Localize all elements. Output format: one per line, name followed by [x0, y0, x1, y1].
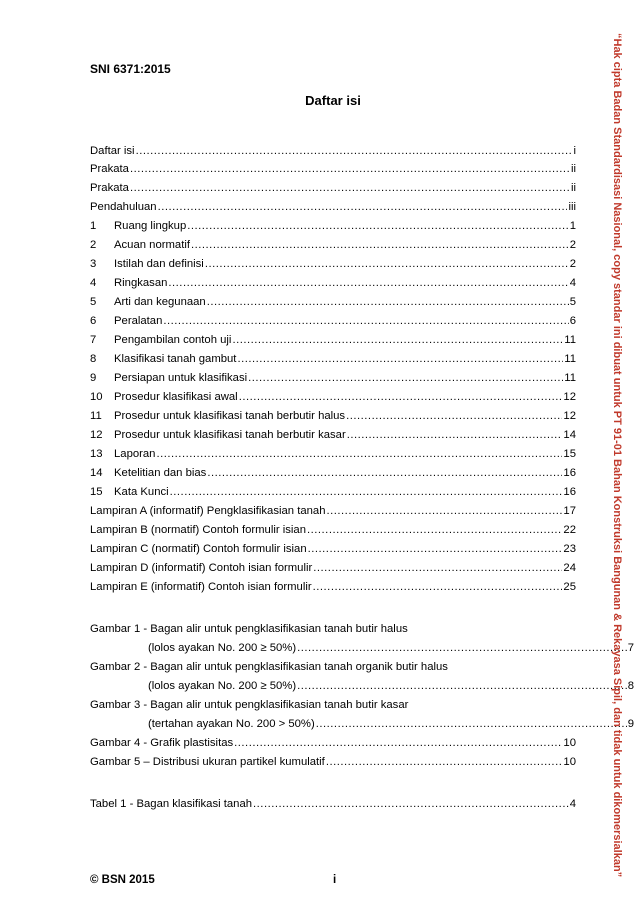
toc-label: Arti dan kegunaan — [114, 296, 206, 308]
toc-entry[interactable] — [90, 332, 576, 349]
toc-label: Lampiran D (informatif) Contoh isian formulir — [90, 562, 313, 574]
toc-entry[interactable] — [90, 522, 576, 539]
toc-leader — [326, 503, 562, 520]
toc-entry[interactable] — [90, 579, 576, 596]
toc-number: 7 — [90, 334, 97, 346]
figure-entry[interactable] — [90, 735, 576, 752]
toc-entry[interactable] — [90, 199, 576, 216]
toc-leader — [187, 218, 568, 235]
toc-label: Prosedur untuk klasifikasi tanah berbutir halus — [114, 410, 346, 422]
figure-entry[interactable] — [90, 754, 576, 771]
figure-label: (lolos ayakan No. 200 ≥ 50%) — [148, 680, 297, 692]
toc-entry[interactable] — [90, 541, 576, 558]
toc-page: 14 — [563, 429, 576, 441]
toc-number: 13 — [90, 448, 103, 460]
toc-page: ii — [570, 163, 576, 175]
toc-number: 10 — [90, 391, 103, 403]
toc-page: i — [573, 145, 576, 157]
toc-leader — [191, 237, 569, 254]
toc-leader — [170, 484, 563, 501]
toc-page: 24 — [563, 562, 576, 574]
toc-leader — [316, 716, 627, 733]
toc-leader — [347, 427, 563, 444]
figure-label: Gambar 1 - Bagan alir untuk pengklasifikasian tanah butir halus — [90, 623, 408, 635]
figure-label: (tertahan ayakan No. 200 > 50%) — [148, 718, 315, 730]
toc-page: ii — [570, 182, 576, 194]
toc-number: 15 — [90, 486, 103, 498]
toc-label: Lampiran C (normatif) Contoh formulir isian — [90, 543, 307, 555]
toc-leader — [158, 199, 568, 216]
toc-leader — [156, 446, 562, 463]
toc-number: 6 — [90, 315, 97, 327]
toc-entry[interactable] — [90, 161, 576, 178]
figure-entry[interactable] — [90, 716, 634, 733]
toc-number: 12 — [90, 429, 103, 441]
toc-entry[interactable] — [90, 408, 576, 425]
toc-label: Ketelitian dan bias — [114, 467, 207, 479]
toc-label: Prosedur klasifikasi awal — [114, 391, 238, 403]
toc-entry[interactable] — [90, 427, 576, 444]
footer-page-number: i — [333, 874, 337, 886]
toc-page: 11 — [564, 334, 576, 346]
toc-number: 5 — [90, 296, 97, 308]
figure-page: 10 — [563, 737, 576, 749]
toc-entry[interactable] — [90, 256, 576, 273]
toc-entry[interactable] — [90, 560, 576, 577]
figure-entry-title[interactable] — [90, 697, 576, 714]
figure-label: Gambar 2 - Bagan alir untuk pengklasifikasian tanah organik butir halus — [90, 661, 448, 673]
toc-label: Lampiran A (informatif) Pengklasifikasian tanah — [90, 505, 326, 517]
toc-label: Laporan — [114, 448, 156, 460]
toc-leader — [234, 735, 562, 752]
figure-label: Gambar 3 - Bagan alir untuk pengklasifikasian tanah butir kasar — [90, 699, 409, 711]
toc-entry[interactable] — [90, 484, 576, 501]
toc-page: 17 — [563, 505, 576, 517]
figure-page: 9 — [627, 718, 634, 730]
toc-label: Pengambilan contoh uji — [114, 334, 232, 346]
toc-page: 2 — [569, 239, 576, 251]
toc-page: 1 — [569, 220, 576, 232]
toc-label: Ruang lingkup — [114, 220, 187, 232]
toc-leader — [232, 332, 563, 349]
toc-page: iii — [568, 201, 576, 213]
toc-leader — [130, 180, 570, 197]
toc-page: 4 — [569, 277, 576, 289]
table-entry[interactable] — [90, 796, 576, 813]
toc-entry[interactable] — [90, 294, 576, 311]
toc-number: 2 — [90, 239, 97, 251]
toc-page: 16 — [563, 486, 576, 498]
toc-page: 22 — [563, 524, 576, 536]
toc-label: Kata Kunci — [114, 486, 169, 498]
toc-number: 8 — [90, 353, 97, 365]
toc-leader — [248, 370, 563, 387]
toc-label: Peralatan — [114, 315, 163, 327]
watermark-text: “Hak cipta Badan Standardisasi Nasional, copy standar ini dibuat untuk PT 91-01 Bahan Konstruksi Bangunan & Rekayasa Sipil, dan tidak untuk dikomersialkan” — [611, 32, 623, 878]
toc-leader — [207, 294, 569, 311]
table-page: 4 — [569, 798, 576, 810]
toc-leader — [297, 640, 627, 657]
toc-leader — [346, 408, 562, 425]
toc-entry[interactable] — [90, 351, 576, 368]
figure-page: 8 — [627, 680, 634, 692]
toc-leader — [307, 522, 562, 539]
toc-number: 4 — [90, 277, 97, 289]
page-title: Daftar isi — [305, 93, 361, 108]
toc-entry[interactable] — [90, 180, 576, 197]
toc-label: Prakata — [90, 163, 129, 175]
toc-entry[interactable] — [90, 275, 576, 292]
figure-entry-title[interactable] — [90, 659, 576, 676]
toc-label: Ringkasan — [114, 277, 168, 289]
toc-entry[interactable] — [90, 313, 576, 330]
toc-entry[interactable] — [90, 503, 576, 520]
toc-label: Prosedur untuk klasifikasi tanah berbutir kasar — [114, 429, 346, 441]
toc-leader — [130, 161, 570, 178]
toc-page: 15 — [563, 448, 576, 460]
toc-entry[interactable] — [90, 143, 576, 160]
toc-number: 1 — [90, 220, 97, 232]
toc-label: Klasifikasi tanah gambut — [114, 353, 237, 365]
toc-number: 14 — [90, 467, 103, 479]
toc-label: Istilah dan definisi — [114, 258, 204, 270]
figure-page: 7 — [627, 642, 634, 654]
toc-number: 11 — [90, 410, 102, 422]
toc-page: 12 — [563, 410, 576, 422]
toc-leader — [207, 465, 562, 482]
toc-label: Daftar isi — [90, 145, 135, 157]
toc-leader — [297, 678, 627, 695]
figure-entry[interactable] — [90, 640, 634, 657]
toc-entry[interactable] — [90, 218, 576, 235]
toc-page: 23 — [563, 543, 576, 555]
toc-entry[interactable] — [90, 465, 576, 482]
figure-label: Gambar 4 - Grafik plastisitas — [90, 737, 234, 749]
toc-entry[interactable] — [90, 237, 576, 254]
figure-page: 10 — [563, 756, 576, 768]
toc-page: 11 — [564, 353, 576, 365]
figure-label: Gambar 5 – Distribusi ukuran partikel kumulatif — [90, 756, 325, 768]
toc-page: 12 — [563, 391, 576, 403]
toc-leader — [163, 313, 568, 330]
toc-leader — [237, 351, 563, 368]
toc-page: 11 — [564, 372, 576, 384]
toc-page: 2 — [569, 258, 576, 270]
toc-entry[interactable] — [90, 389, 576, 406]
toc-page: 16 — [563, 467, 576, 479]
toc-leader — [253, 796, 569, 813]
toc-leader — [313, 579, 563, 596]
toc-page: 5 — [569, 296, 576, 308]
toc-label: Acuan normatif — [114, 239, 190, 251]
toc-leader — [239, 389, 563, 406]
toc-page: 25 — [563, 581, 576, 593]
toc-entry[interactable] — [90, 446, 576, 463]
toc-leader — [168, 275, 568, 292]
toc-leader — [136, 143, 573, 160]
toc-label: Lampiran E (informatif) Contoh isian formulir — [90, 581, 312, 593]
toc-label: Persiapan untuk klasifikasi — [114, 372, 248, 384]
toc-leader — [308, 541, 563, 558]
toc-leader — [205, 256, 569, 273]
figure-label: (lolos ayakan No. 200 ≥ 50%) — [148, 642, 297, 654]
figure-entry[interactable] — [90, 678, 634, 695]
toc-label: Pendahuluan — [90, 201, 157, 213]
toc-page: 6 — [569, 315, 576, 327]
toc-leader — [326, 754, 563, 771]
table-label: Tabel 1 - Bagan klasifikasi tanah — [90, 798, 253, 810]
footer-copyright: © BSN 2015 — [90, 874, 155, 886]
figure-entry-title[interactable] — [90, 621, 576, 638]
toc-leader — [313, 560, 562, 577]
standard-code: SNI 6371:2015 — [90, 62, 171, 76]
toc-entry[interactable] — [90, 370, 576, 387]
toc-number: 9 — [90, 372, 97, 384]
toc-label: Lampiran B (normatif) Contoh formulir isian — [90, 524, 306, 536]
toc-label: Prakata — [90, 182, 129, 194]
copyright-watermark — [606, 30, 628, 880]
toc-number: 3 — [90, 258, 97, 270]
